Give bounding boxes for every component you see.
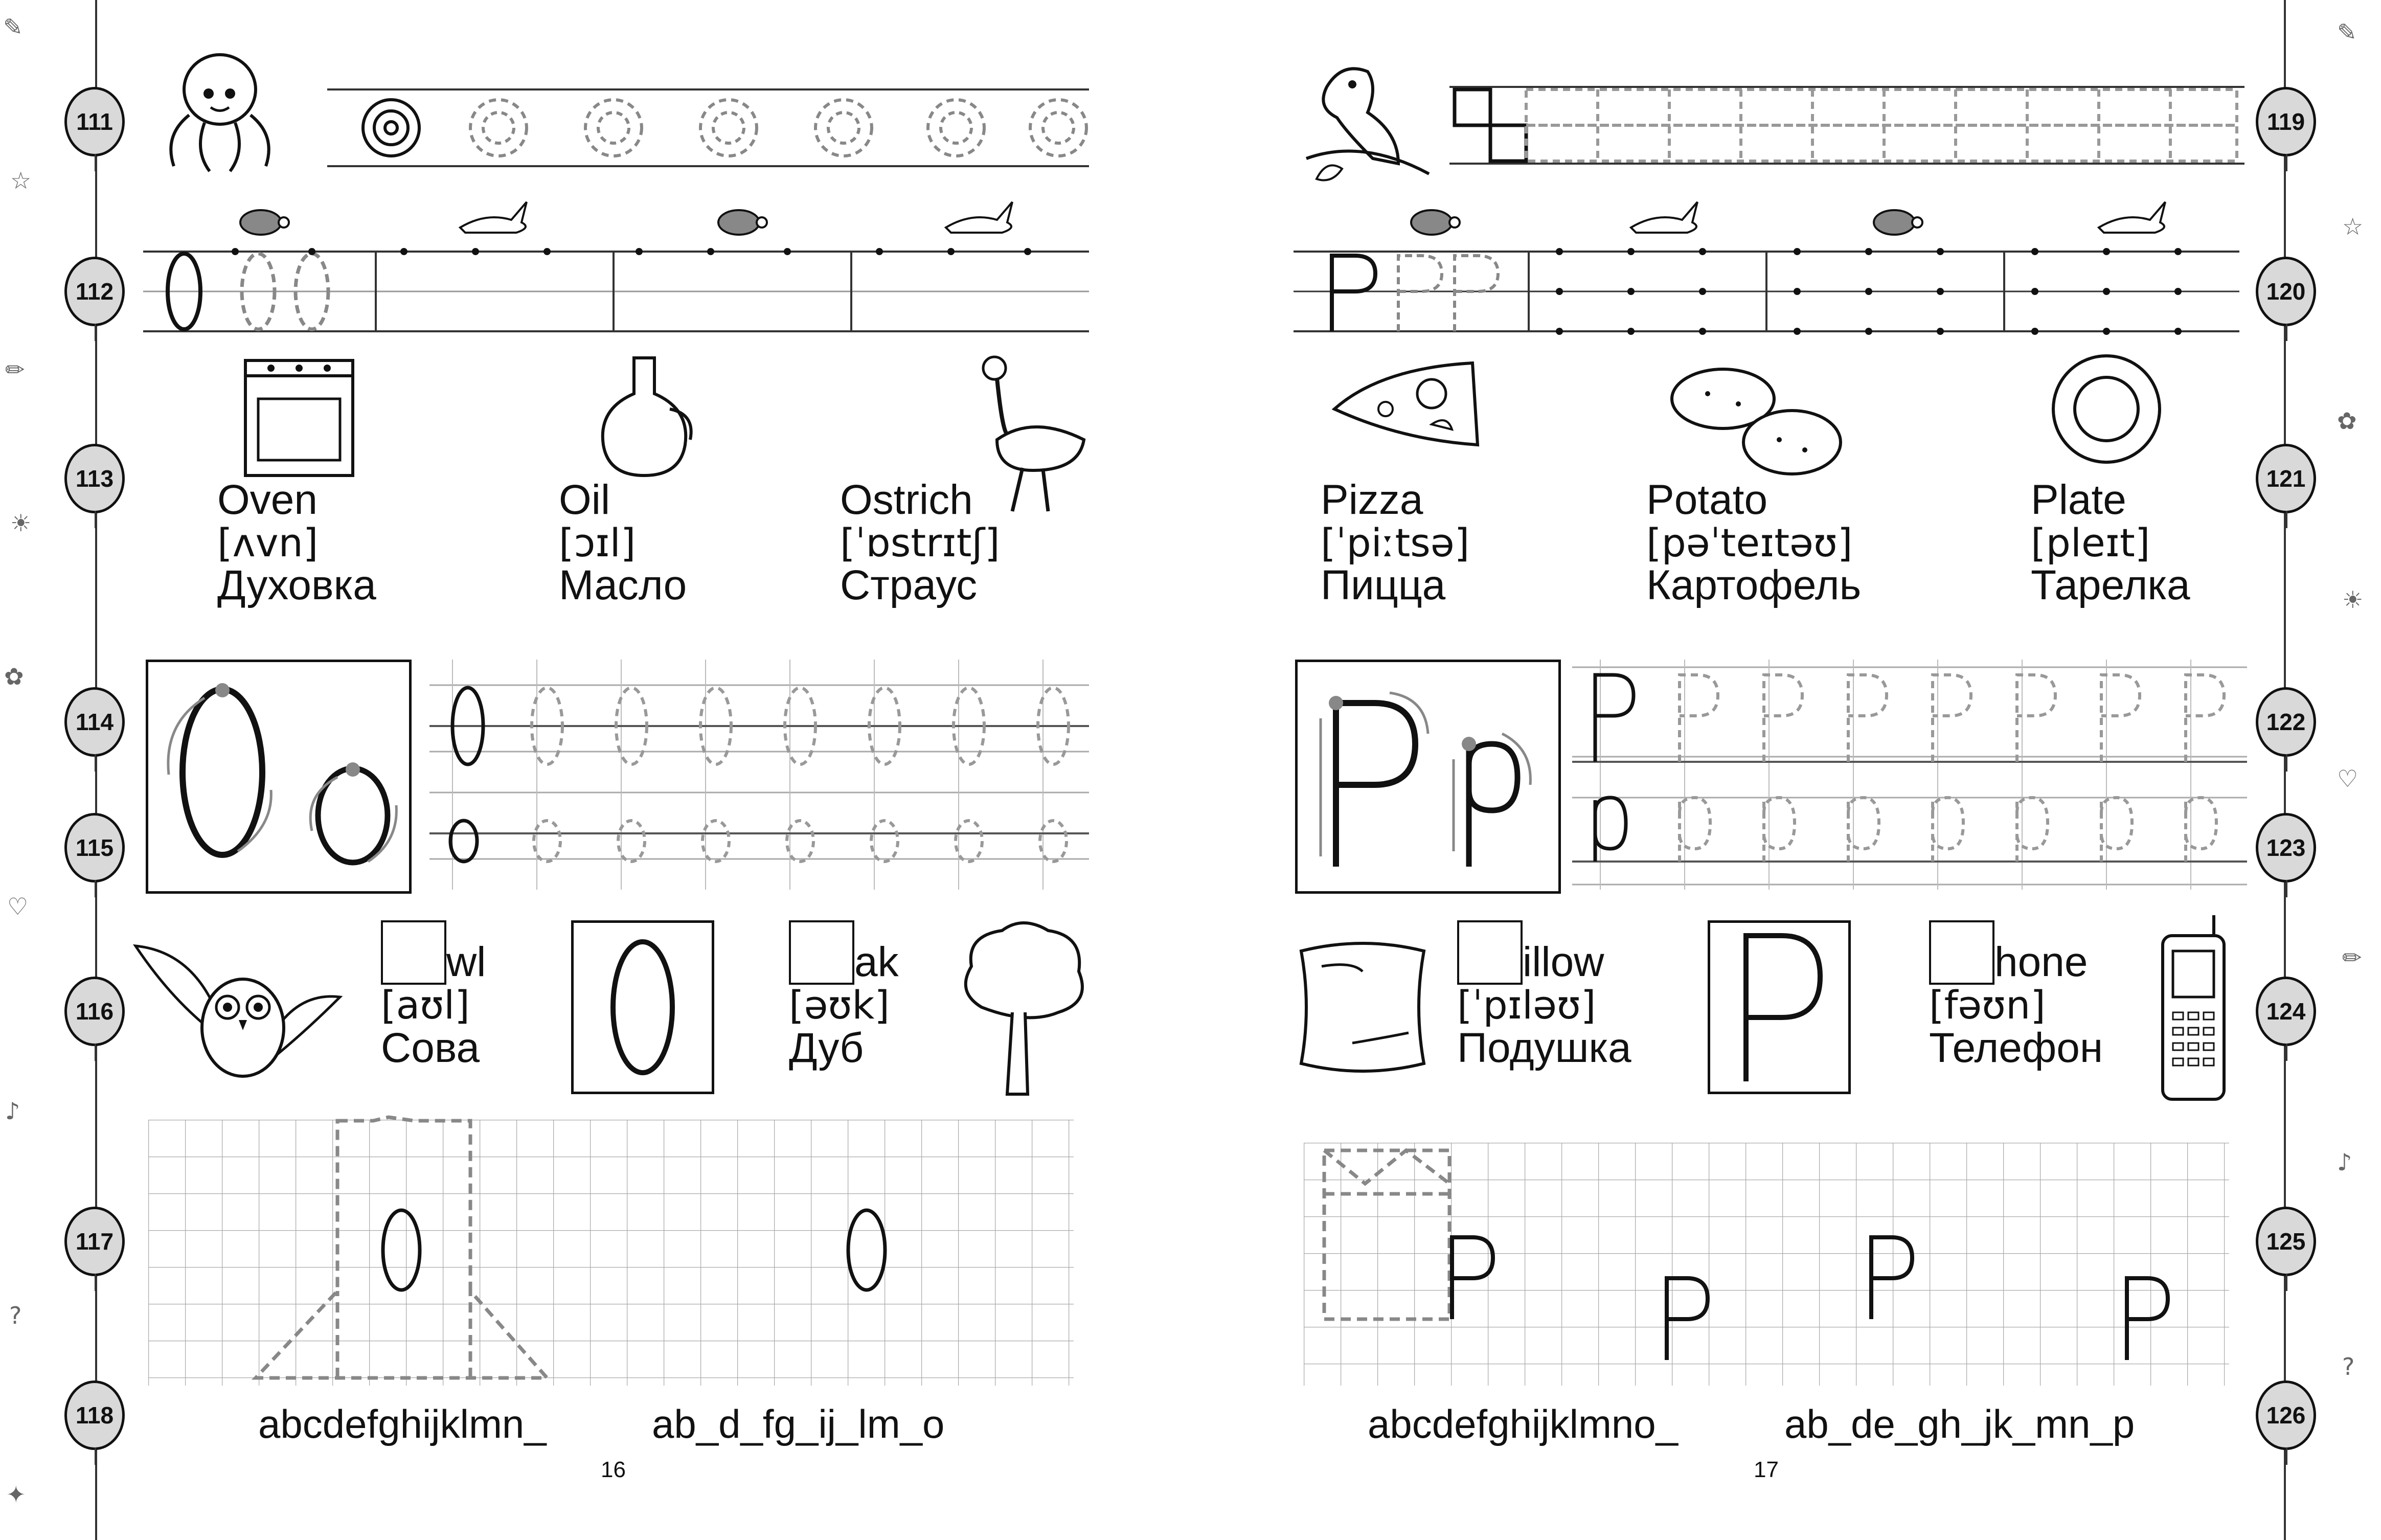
word-card-potato [1646,478,1861,608]
russian-translation: Телефон [1929,1024,2103,1071]
balloon-badge: 123 [2256,813,2316,882]
owl-icon [125,931,350,1084]
balloon-badge: 118 [64,1380,125,1450]
word-remainder: illow [1523,939,1604,986]
english-word: Oven [217,477,318,523]
heart-doodle-icon: ♡ [2337,765,2359,792]
russian-translation: Подушка [1457,1024,1631,1071]
question-doodle-icon: ? [2342,1353,2355,1380]
pillow-icon [1291,931,1434,1084]
note-doodle-icon: ♪ [2337,1148,2352,1176]
turtle-icon [1866,202,1922,238]
english-word: Pizza [1321,477,1423,523]
transcription: [aʊl] [381,982,470,1028]
drawing-grid [148,1120,1074,1386]
english-word: Ostrich [840,477,973,523]
alphabet-sequence: abcdefghijklmn_ [258,1401,547,1446]
left-doodle-strip [0,0,114,1540]
transcription: [ˈɒstrɪtʃ] [840,519,1000,565]
word-card-oil [559,478,687,608]
flower-doodle-icon: ✿ [4,663,24,690]
phone-icon [2158,915,2229,1104]
oak-tree-icon [951,915,1094,1099]
rabbit-icon [1626,192,1708,238]
square-tracing-row [1449,87,2244,166]
letter-p-tracing-grid [1572,660,2247,890]
potato-icon [1667,363,1846,481]
star-doodle-icon: ✦ [6,1481,26,1508]
letter-o-tracing-grid [429,660,1089,890]
balloon-badge: 120 [2256,257,2316,326]
alphabet-sequence: abcdefghijklmno_ [1368,1401,1679,1446]
word-card-plate [2031,478,2190,608]
letter-fill-box[interactable] [789,920,854,985]
balloon-badge: 116 [64,977,125,1046]
flower-doodle-icon: ✿ [2337,407,2357,435]
letter-fill-box[interactable] [1457,920,1523,985]
octopus-icon [153,49,286,176]
balloon-badge: 115 [64,813,125,882]
alphabet-sequence: ab_d_fg_ij_lm_o [652,1401,945,1446]
balloon-badge: 111 [64,87,125,156]
transcription: [əʊk] [789,982,890,1028]
big-letter-card [571,920,714,1094]
rabbit-icon [941,192,1023,238]
pencil-doodle-icon: ✏ [2342,944,2362,971]
rabbit-icon [455,192,537,238]
word-remainder: ak [854,939,899,986]
word-remainder: hone [1994,939,2088,986]
russian-translation: Страус [840,562,978,609]
star-doodle-icon: ☆ [2342,213,2364,240]
heart-doodle-icon: ♡ [7,893,29,920]
balloon-badge: 126 [2256,1380,2316,1450]
missing-letter-phone [1929,920,2103,1070]
turtle-icon [233,202,289,238]
oil-bottle-icon [593,353,695,481]
writing-line-row [143,251,1089,332]
transcription: [pəˈteɪtəʊ] [1646,519,1853,565]
letter-fill-box[interactable] [381,920,446,985]
turtle-icon [711,202,767,238]
bulb-doodle-icon: ☀ [10,509,32,537]
russian-translation: Духовка [217,562,376,609]
note-doodle-icon: ♪ [5,1097,20,1125]
balloon-badge: 114 [64,687,125,757]
alphabet-sequence: ab_de_gh_jk_mn_p [1784,1401,2135,1446]
pizza-icon [1329,358,1483,455]
russian-translation: Пицца [1321,562,1446,609]
oven-icon [240,358,358,481]
transcription: [ʌvn] [217,519,319,565]
transcription: [ˈpɪləʊ] [1457,982,1596,1028]
page-number: 16 [601,1457,626,1482]
right-doodle-strip [2284,0,2381,1540]
question-doodle-icon: ? [9,1302,22,1329]
transcription: [ɔɪl] [559,519,636,565]
missing-letter-oak [789,920,899,1070]
word-remainder: wl [446,939,486,986]
russian-translation: Масло [559,562,687,609]
russian-translation: Сова [381,1024,480,1071]
balloon-badge: 113 [64,444,125,513]
page-number: 17 [1754,1457,1779,1482]
balloon-badge: 121 [2256,444,2316,513]
drawing-grid [1304,1143,2229,1386]
letter-model-box [1295,660,1561,894]
transcription: [pleɪt] [2031,519,2150,565]
spiral-tracing-row [327,89,1089,166]
plate-icon [2050,353,2163,465]
english-word: Potato [1646,477,1768,523]
parrot-icon [1296,56,1434,189]
word-card-oven [217,478,376,608]
balloon-badge: 125 [2256,1207,2316,1276]
russian-translation: Тарелка [2031,562,2190,609]
english-word: Plate [2031,477,2126,523]
missing-letter-pillow [1457,920,1631,1070]
balloon-badge: 119 [2256,87,2316,156]
balloon-badge: 117 [64,1207,125,1276]
letter-model-box [146,660,412,894]
letter-fill-box[interactable] [1929,920,1994,985]
writing-line-row [1294,251,2239,332]
russian-translation: Картофель [1646,562,1862,609]
turtle-icon [1403,202,1460,238]
word-card-pizza [1321,478,1469,608]
transcription: [ˈpiːtsə] [1321,519,1470,565]
balloon-badge: 122 [2256,687,2316,757]
big-letter-card [1708,920,1851,1094]
missing-letter-owl [381,920,486,1070]
star-doodle-icon: ☆ [10,167,32,194]
pencil-doodle-icon: ✏ [5,356,25,383]
russian-translation: Дуб [789,1024,864,1071]
english-word: Oil [559,477,610,523]
balloon-badge: 112 [64,257,125,326]
bulb-doodle-icon: ☀ [2342,586,2364,614]
word-card-ostrich [840,478,1000,608]
balloon-badge: 124 [2256,977,2316,1046]
rabbit-icon [2094,192,2175,238]
book-doodle-icon: ✎ [3,13,23,41]
transcription: [fəʊn] [1929,982,2046,1028]
book-doodle-icon: ✎ [2337,18,2357,46]
